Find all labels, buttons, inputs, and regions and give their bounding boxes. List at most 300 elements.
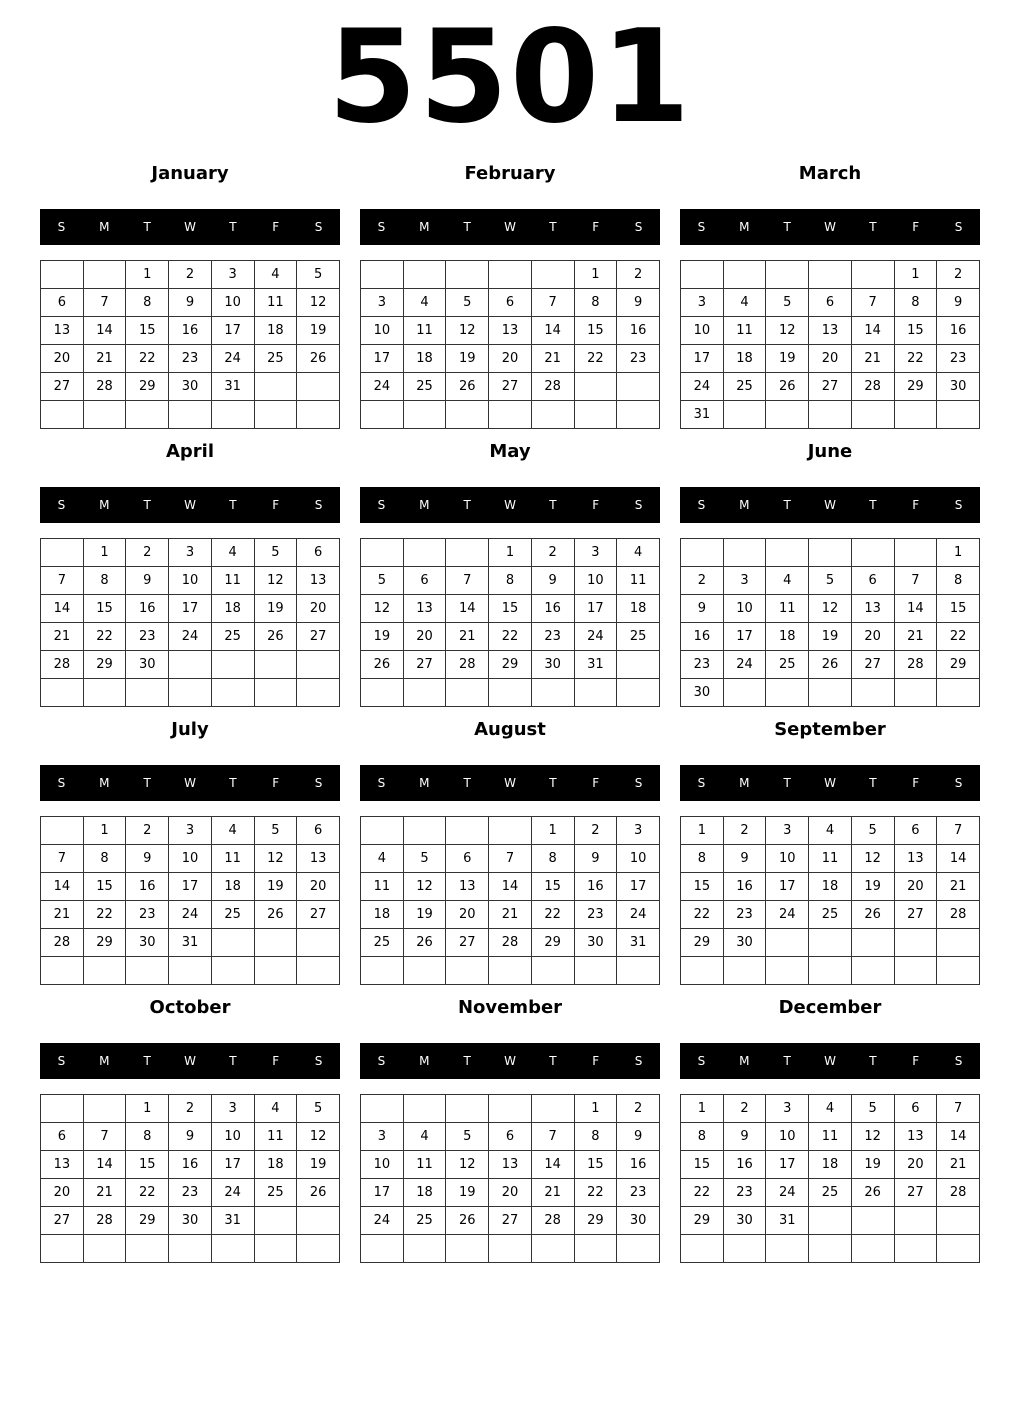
empty-cell [723, 261, 766, 289]
weekday-label: T [783, 776, 791, 790]
week-row [41, 373, 340, 401]
weekday-label: F [272, 498, 280, 512]
empty-cell [574, 373, 617, 401]
empty-cell [169, 957, 212, 985]
empty-cell [361, 957, 404, 985]
day-cell: 4 [403, 1123, 446, 1151]
week-row [361, 1095, 660, 1123]
week-row [361, 929, 660, 957]
empty-cell [894, 957, 937, 985]
week-row [361, 595, 660, 623]
day-cell: 12 [403, 873, 446, 901]
day-cell: 9 [574, 845, 617, 873]
empty-cell [809, 957, 852, 985]
day-cell: 16 [169, 1151, 212, 1179]
day-cell: 25 [809, 1179, 852, 1207]
weekday-label: S [57, 776, 66, 790]
empty-cell [446, 957, 489, 985]
day-cell: 6 [403, 567, 446, 595]
empty-cell [809, 929, 852, 957]
day-cell: 15 [531, 873, 574, 901]
day-cell: 22 [126, 345, 169, 373]
day-cell: 26 [446, 373, 489, 401]
weekday-label: M [739, 498, 750, 512]
empty-cell [83, 957, 126, 985]
weekday-label: T [463, 498, 471, 512]
day-cell: 30 [169, 1207, 212, 1235]
day-grid [360, 260, 660, 429]
empty-cell [403, 261, 446, 289]
weekday-label: M [419, 220, 430, 234]
day-cell: 1 [126, 261, 169, 289]
empty-cell [446, 539, 489, 567]
day-cell: 22 [681, 1179, 724, 1207]
weekday-label: M [99, 1054, 110, 1068]
empty-cell [617, 651, 660, 679]
weekday-header [40, 209, 340, 245]
empty-cell [361, 1095, 404, 1123]
day-cell: 18 [723, 345, 766, 373]
day-grid [680, 1094, 980, 1263]
day-cell: 25 [361, 929, 404, 957]
day-cell: 1 [83, 539, 126, 567]
day-cell: 21 [41, 901, 84, 929]
day-cell: 7 [41, 845, 84, 873]
week-row [41, 957, 340, 985]
day-grid [360, 538, 660, 707]
day-cell: 31 [211, 1207, 254, 1235]
day-cell: 29 [937, 651, 980, 679]
day-cell: 10 [361, 317, 404, 345]
week-row [41, 289, 340, 317]
day-cell: 20 [41, 1179, 84, 1207]
day-grid [680, 816, 980, 985]
day-cell: 25 [403, 1207, 446, 1235]
day-cell: 16 [169, 317, 212, 345]
empty-cell [766, 929, 809, 957]
day-cell: 23 [617, 1179, 660, 1207]
day-cell: 22 [126, 1179, 169, 1207]
day-cell: 18 [211, 595, 254, 623]
empty-cell [531, 1095, 574, 1123]
empty-cell [937, 401, 980, 429]
weekday-label: T [463, 776, 471, 790]
weekday-label: W [184, 776, 196, 790]
month-name: February [464, 163, 556, 184]
empty-cell [489, 817, 532, 845]
empty-cell [297, 929, 340, 957]
day-cell: 7 [937, 817, 980, 845]
weekday-header [680, 209, 980, 245]
day-cell: 10 [361, 1151, 404, 1179]
day-cell: 30 [531, 651, 574, 679]
week-row [361, 901, 660, 929]
weekday-header [40, 487, 340, 523]
day-cell: 14 [489, 873, 532, 901]
day-cell: 20 [446, 901, 489, 929]
empty-cell [254, 1235, 297, 1263]
day-cell: 29 [126, 373, 169, 401]
empty-cell [809, 261, 852, 289]
day-cell: 8 [937, 567, 980, 595]
day-cell: 14 [41, 873, 84, 901]
weekday-label: W [504, 1054, 516, 1068]
empty-cell [361, 679, 404, 707]
day-cell: 4 [809, 817, 852, 845]
empty-cell [41, 957, 84, 985]
empty-cell [766, 539, 809, 567]
day-cell: 19 [254, 873, 297, 901]
day-cell: 12 [254, 845, 297, 873]
day-cell: 15 [681, 1151, 724, 1179]
weekday-label: S [57, 220, 66, 234]
weekday-label: T [549, 498, 557, 512]
empty-cell [531, 261, 574, 289]
day-cell: 4 [723, 289, 766, 317]
weekday-label: W [184, 220, 196, 234]
day-cell: 26 [403, 929, 446, 957]
day-cell: 3 [723, 567, 766, 595]
empty-cell [894, 679, 937, 707]
weekday-label: T [549, 220, 557, 234]
week-row [41, 1095, 340, 1123]
day-cell: 3 [766, 1095, 809, 1123]
day-cell: 17 [211, 1151, 254, 1179]
day-cell: 6 [809, 289, 852, 317]
day-cell: 12 [851, 1123, 894, 1151]
day-cell: 9 [531, 567, 574, 595]
day-cell: 16 [126, 595, 169, 623]
day-cell: 2 [937, 261, 980, 289]
week-row [361, 845, 660, 873]
empty-cell [851, 957, 894, 985]
empty-cell [617, 373, 660, 401]
month-name: January [151, 163, 229, 184]
weekday-label: F [592, 220, 600, 234]
day-cell: 9 [681, 595, 724, 623]
day-cell: 8 [126, 289, 169, 317]
week-row [681, 845, 980, 873]
day-cell: 28 [41, 929, 84, 957]
day-cell: 2 [574, 817, 617, 845]
day-cell: 16 [574, 873, 617, 901]
day-cell: 24 [723, 651, 766, 679]
day-cell: 15 [126, 1151, 169, 1179]
day-cell: 18 [403, 1179, 446, 1207]
day-cell: 24 [361, 373, 404, 401]
day-cell: 30 [617, 1207, 660, 1235]
empty-cell [169, 1235, 212, 1263]
week-row [41, 539, 340, 567]
day-cell: 12 [361, 595, 404, 623]
day-cell: 21 [489, 901, 532, 929]
week-row [41, 595, 340, 623]
weekday-label: T [549, 1054, 557, 1068]
day-cell: 11 [211, 567, 254, 595]
day-cell: 3 [681, 289, 724, 317]
day-cell: 17 [169, 873, 212, 901]
day-cell: 16 [723, 1151, 766, 1179]
empty-cell [297, 401, 340, 429]
empty-cell [41, 261, 84, 289]
day-cell: 17 [617, 873, 660, 901]
day-cell: 19 [766, 345, 809, 373]
week-row [681, 1095, 980, 1123]
empty-cell [297, 651, 340, 679]
day-cell: 3 [211, 261, 254, 289]
day-cell: 8 [83, 845, 126, 873]
day-cell: 14 [531, 1151, 574, 1179]
day-cell: 24 [574, 623, 617, 651]
day-cell: 31 [211, 373, 254, 401]
empty-cell [446, 679, 489, 707]
day-cell: 3 [361, 1123, 404, 1151]
weekday-label: M [739, 776, 750, 790]
week-row [361, 1123, 660, 1151]
month-name: August [474, 719, 546, 740]
weekday-label: S [634, 498, 643, 512]
day-cell: 23 [574, 901, 617, 929]
day-cell: 24 [681, 373, 724, 401]
day-cell: 11 [809, 845, 852, 873]
weekday-label: S [377, 776, 386, 790]
week-row [361, 1207, 660, 1235]
day-cell: 30 [169, 373, 212, 401]
day-cell: 11 [723, 317, 766, 345]
empty-cell [297, 679, 340, 707]
day-cell: 2 [723, 1095, 766, 1123]
week-row [681, 901, 980, 929]
day-cell: 24 [169, 623, 212, 651]
day-cell: 26 [254, 901, 297, 929]
day-cell: 13 [489, 1151, 532, 1179]
day-cell: 3 [361, 289, 404, 317]
day-cell: 15 [937, 595, 980, 623]
day-cell: 28 [894, 651, 937, 679]
day-cell: 8 [531, 845, 574, 873]
empty-cell [681, 957, 724, 985]
day-cell: 8 [681, 845, 724, 873]
week-row [681, 401, 980, 429]
week-row [361, 1151, 660, 1179]
weekday-label: F [592, 776, 600, 790]
day-cell: 18 [809, 1151, 852, 1179]
weekday-label: S [377, 498, 386, 512]
day-cell: 11 [766, 595, 809, 623]
week-row [681, 1207, 980, 1235]
month-name: March [798, 163, 862, 184]
weekday-header [680, 1043, 980, 1079]
empty-cell [894, 929, 937, 957]
empty-cell [126, 957, 169, 985]
day-cell: 11 [809, 1123, 852, 1151]
weekday-label: F [592, 498, 600, 512]
empty-cell [361, 261, 404, 289]
empty-cell [489, 1235, 532, 1263]
day-cell: 7 [937, 1095, 980, 1123]
weekday-label: S [954, 498, 963, 512]
day-cell: 18 [809, 873, 852, 901]
day-cell: 7 [531, 1123, 574, 1151]
day-cell: 9 [126, 567, 169, 595]
weekday-label: S [697, 1054, 706, 1068]
week-row [41, 873, 340, 901]
week-row [681, 929, 980, 957]
week-row [41, 567, 340, 595]
day-cell: 6 [297, 817, 340, 845]
weekday-label: F [272, 776, 280, 790]
day-cell: 16 [723, 873, 766, 901]
day-cell: 7 [446, 567, 489, 595]
day-cell: 7 [83, 289, 126, 317]
day-cell: 5 [446, 1123, 489, 1151]
week-row [681, 595, 980, 623]
day-cell: 7 [83, 1123, 126, 1151]
empty-cell [126, 401, 169, 429]
month-name: May [489, 441, 531, 462]
day-cell: 11 [254, 289, 297, 317]
day-cell: 14 [41, 595, 84, 623]
day-cell: 6 [894, 817, 937, 845]
weekday-header [360, 765, 660, 801]
empty-cell [254, 651, 297, 679]
day-cell: 10 [681, 317, 724, 345]
weekday-label: S [314, 1054, 323, 1068]
weekday-header [360, 1043, 660, 1079]
weekday-label: T [229, 776, 237, 790]
day-cell: 19 [297, 1151, 340, 1179]
week-row [41, 623, 340, 651]
day-cell: 17 [681, 345, 724, 373]
weekday-label: M [99, 776, 110, 790]
day-cell: 15 [83, 595, 126, 623]
day-cell: 19 [361, 623, 404, 651]
weekday-label: W [824, 498, 836, 512]
week-row [41, 401, 340, 429]
day-cell: 5 [446, 289, 489, 317]
day-cell: 9 [169, 1123, 212, 1151]
day-cell: 24 [169, 901, 212, 929]
empty-cell [297, 1207, 340, 1235]
day-grid [40, 260, 340, 429]
empty-cell [446, 1095, 489, 1123]
day-cell: 25 [617, 623, 660, 651]
empty-cell [446, 401, 489, 429]
day-cell: 6 [297, 539, 340, 567]
week-row [361, 1179, 660, 1207]
empty-cell [211, 1235, 254, 1263]
week-row [681, 651, 980, 679]
empty-cell [211, 957, 254, 985]
week-row [41, 345, 340, 373]
weekday-label: S [57, 498, 66, 512]
empty-cell [41, 1095, 84, 1123]
day-cell: 3 [766, 817, 809, 845]
week-row [681, 873, 980, 901]
weekday-header [360, 209, 660, 245]
day-cell: 17 [211, 317, 254, 345]
day-cell: 22 [894, 345, 937, 373]
day-cell: 23 [723, 901, 766, 929]
day-cell: 1 [126, 1095, 169, 1123]
day-cell: 17 [169, 595, 212, 623]
weekday-label: F [912, 776, 920, 790]
weekday-label: M [99, 220, 110, 234]
empty-cell [617, 957, 660, 985]
day-cell: 17 [574, 595, 617, 623]
day-cell: 28 [937, 901, 980, 929]
weekday-label: M [419, 1054, 430, 1068]
day-cell: 11 [211, 845, 254, 873]
day-cell: 28 [83, 1207, 126, 1235]
day-cell: 17 [766, 1151, 809, 1179]
weekday-label: S [377, 1054, 386, 1068]
week-row [681, 261, 980, 289]
week-row [361, 817, 660, 845]
week-row [681, 1179, 980, 1207]
day-cell: 5 [361, 567, 404, 595]
weekday-label: S [954, 220, 963, 234]
week-row [361, 623, 660, 651]
day-cell: 23 [169, 345, 212, 373]
day-grid [40, 816, 340, 985]
day-cell: 5 [851, 1095, 894, 1123]
weekday-label: T [229, 1054, 237, 1068]
week-row [41, 679, 340, 707]
empty-cell [297, 373, 340, 401]
day-cell: 24 [211, 345, 254, 373]
day-cell: 28 [41, 651, 84, 679]
day-cell: 28 [489, 929, 532, 957]
empty-cell [851, 929, 894, 957]
empty-cell [574, 957, 617, 985]
week-row [681, 817, 980, 845]
day-cell: 22 [574, 345, 617, 373]
day-cell: 2 [169, 261, 212, 289]
day-cell: 1 [574, 1095, 617, 1123]
week-row [361, 401, 660, 429]
empty-cell [446, 261, 489, 289]
day-cell: 22 [83, 901, 126, 929]
week-row [41, 1179, 340, 1207]
week-row [361, 261, 660, 289]
empty-cell [531, 1235, 574, 1263]
day-cell: 1 [531, 817, 574, 845]
day-cell: 12 [766, 317, 809, 345]
empty-cell [41, 539, 84, 567]
week-row [681, 567, 980, 595]
day-cell: 28 [531, 373, 574, 401]
weekday-header [680, 765, 980, 801]
day-cell: 27 [489, 373, 532, 401]
day-cell: 20 [297, 595, 340, 623]
empty-cell [403, 1095, 446, 1123]
empty-cell [211, 679, 254, 707]
day-grid [360, 816, 660, 985]
day-cell: 19 [851, 873, 894, 901]
day-cell: 15 [489, 595, 532, 623]
day-cell: 4 [403, 289, 446, 317]
day-cell: 23 [169, 1179, 212, 1207]
day-cell: 10 [617, 845, 660, 873]
day-cell: 26 [361, 651, 404, 679]
day-cell: 31 [617, 929, 660, 957]
empty-cell [766, 679, 809, 707]
day-cell: 29 [894, 373, 937, 401]
day-cell: 13 [297, 845, 340, 873]
week-row [361, 957, 660, 985]
day-cell: 6 [41, 289, 84, 317]
